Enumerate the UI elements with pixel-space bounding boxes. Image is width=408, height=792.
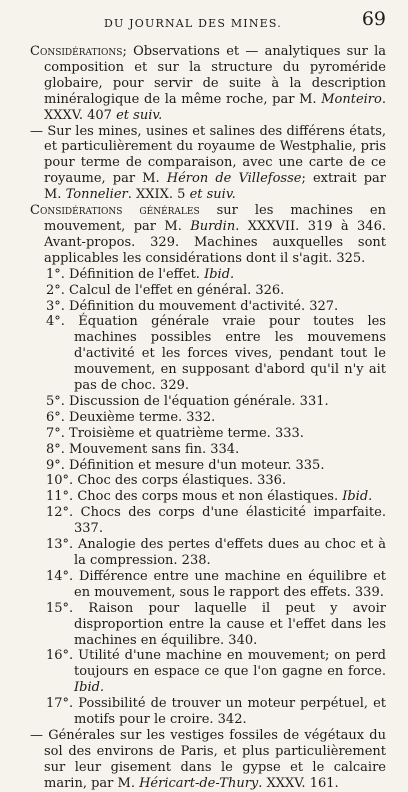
sub-item — [30, 426, 386, 442]
sub-item-number: 14°. — [46, 568, 74, 584]
sub-item-ibid: Ibid. — [204, 266, 235, 282]
sub-item-number: 7°. — [46, 425, 65, 441]
sub-item-number: 12°. — [46, 505, 74, 521]
sub-item-number: 5°. — [46, 393, 65, 409]
sub-item — [30, 537, 386, 569]
running-head: DU JOURNAL DES MINES. — [104, 17, 282, 30]
sub-item-ibid: Ibid. — [74, 680, 105, 696]
index-entry — [30, 124, 386, 204]
sub-item-text: Différence entre une machine en équilibre et en mouvement, sous le rapport des effets. 339. — [74, 568, 386, 600]
sub-item-number: 16°. — [46, 648, 74, 664]
sub-item-text: Définition et mesure d'un moteur. 335. — [69, 457, 325, 473]
sub-item — [30, 442, 386, 458]
sub-item — [30, 473, 386, 489]
entry-ref: . XXXVII. 319 à 346. Avant-propos. 329. Machines auxquelles sont applicables les considérations dont il s'agit. 325. — [44, 218, 386, 266]
sub-item — [30, 458, 386, 474]
sub-item-text: Définition de l'effet. — [69, 266, 205, 282]
sub-item-text: Définition du mouvement d'activité. 327. — [69, 298, 339, 314]
sub-item — [30, 505, 386, 537]
entry-text: — Générales sur les vestiges fossiles de végétaux du sol des environs de Paris, et plus particulièrement sur leur gisement dans le gypse et le calcaire marin, par M. — [30, 727, 386, 791]
entry-ref: . XXXV. 161. — [258, 775, 339, 791]
sub-item — [30, 489, 386, 505]
sub-item — [30, 410, 386, 426]
index-entry — [30, 728, 386, 792]
entry-lead: Considérations — [30, 44, 123, 59]
entry-ref-tail: et suiv. — [189, 187, 236, 203]
sub-item-ibid: Ibid. — [342, 489, 373, 505]
sub-item-text: Mouvement sans fin. 334. — [69, 441, 240, 457]
sub-item — [30, 648, 386, 696]
sub-item-text: Chocs des corps d'une élasticité imparfaite. 337. — [74, 505, 386, 537]
page-header — [0, 8, 408, 38]
sub-item-number: 9°. — [46, 457, 65, 473]
entry-author: Héricart-de-Thury — [139, 775, 259, 791]
sub-item-number: 4°. — [46, 314, 65, 330]
entry-author: Monteiro — [321, 91, 382, 107]
sub-item-number: 6°. — [46, 409, 65, 425]
sub-item-text: Discussion de l'équation générale. 331. — [69, 393, 329, 409]
sub-item-text: Possibilité de trouver un moteur perpétuel, et motifs pour le croire. 342. — [74, 696, 386, 728]
sub-item-number: 1°. — [46, 266, 65, 282]
sub-item-text: Choc des corps élastiques. 336. — [77, 473, 287, 489]
sub-item-number: 2°. — [46, 282, 65, 298]
index-entry — [30, 44, 386, 124]
sub-item-text: Calcul de l'effet en général. 326. — [69, 282, 285, 298]
sub-item — [30, 299, 386, 315]
sub-item — [30, 267, 386, 283]
sub-item — [30, 283, 386, 299]
entry-author-2: Tonnelier — [65, 187, 128, 203]
page-number: 69 — [361, 8, 386, 30]
entry-author: Héron de Villefosse — [166, 171, 302, 187]
entry-lead: Considérations générales — [30, 203, 200, 219]
sub-item-text: Deuxième terme. 332. — [69, 409, 216, 425]
entry-author: Burdin — [190, 218, 236, 234]
sub-item-text: Équation générale vraie pour toutes les machines possibles entre les mouvemens d'activité et les forces vives, pendant tout le mouvement, en supposant d'abord qu'il n'y ait pas de choc. 329. — [74, 314, 386, 394]
sub-item-text: Analogie des pertes d'effets dues au choc et à la compression. 238. — [74, 537, 386, 568]
index-body — [30, 44, 386, 792]
sub-item-text: Utilité d'une machine en mouvement; on perd toujours en espace ce que l'on gagne en force. — [74, 648, 387, 680]
sub-item-number: 10°. — [46, 473, 74, 489]
sub-item-number: 3°. — [46, 298, 65, 314]
entry-text: sur les machines en mouvement, par M. — [44, 203, 386, 234]
sub-item-text: Choc des corps mous et non élastiques. — [77, 489, 343, 505]
index-entry — [30, 203, 386, 267]
sub-item — [30, 394, 386, 410]
sub-item — [30, 569, 386, 601]
sub-item-number: 8°. — [46, 441, 65, 457]
sub-item-text: Troisième et quatrième terme. 333. — [69, 425, 304, 441]
sub-item-number: 11°. — [46, 489, 74, 505]
entry-text: — Sur les mines, usines et salines des différens états, et particulièrement du royaume de Westphalie, pris pour terme de comparaison, avec une carte de ce royaume, par M. — [30, 123, 386, 187]
sub-item — [30, 696, 386, 728]
entry-text: ; Observations et — analytiques sur la composition et sur la structure du pyroméride globaire, pour servir de suite à la description minéralogique de la même roche, par M. — [44, 44, 386, 107]
entry-ref: . XXXV. 407 — [44, 91, 386, 123]
sub-item — [30, 314, 386, 394]
sub-item-number: 15°. — [46, 600, 74, 616]
entry-ref: ; extrait par M. — [44, 171, 386, 203]
sub-item-text: Raison pour laquelle il peut y avoir disproportion entre la cause et l'effet dans les machines en équilibre. 340. — [74, 600, 387, 648]
sub-item — [30, 601, 386, 649]
sub-item-number: 13°. — [46, 537, 74, 553]
entry-ref-tail: et suiv. — [116, 107, 163, 123]
entry-ref-2: . XXIX. 5 — [127, 187, 190, 203]
sub-item-number: 17°. — [46, 696, 74, 712]
